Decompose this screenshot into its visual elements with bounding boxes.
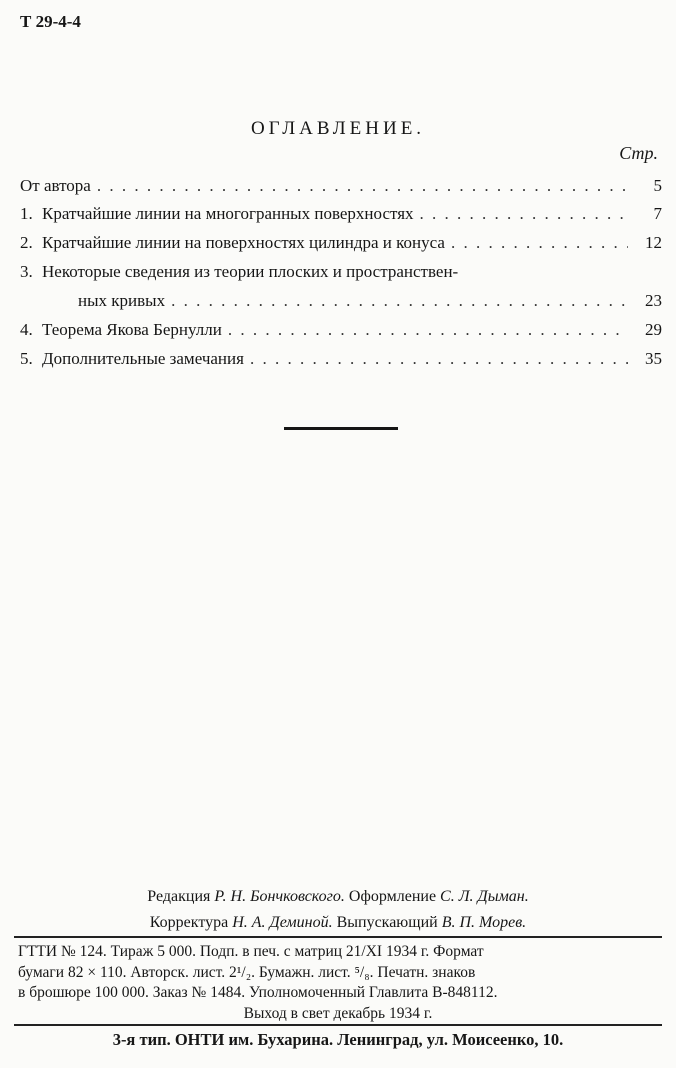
credits-block — [0, 884, 676, 936]
toc-leader-dots — [451, 228, 628, 257]
toc-entry-label-continued: ных кривых — [78, 291, 166, 310]
toc-entry-label: Дополнительные замечания — [42, 349, 244, 368]
imprint-rule-bottom — [14, 1024, 662, 1026]
imprint-line: ГТТИ № 124. Тираж 5 000. Подп. в печ. с матриц 21/XI 1934 г. Формат — [18, 943, 484, 960]
toc-leader-dots — [228, 315, 628, 344]
imprint-line: бумаги 82 × 110. Авторск. лист. 2¹/₂. Бумажн. лист. ⁵/₈. Печатн. знаков — [18, 963, 476, 981]
toc-entry-label: Кратчайшие линии на поверхностях цилиндра и конуса — [42, 233, 445, 252]
toc-entry-page: 23 — [645, 291, 662, 310]
imprint-line: в брошюре 100 000. Заказ № 1484. Уполномоченный Главлита В-848112. — [18, 984, 498, 1001]
toc-entry-number: 4. — [20, 320, 33, 339]
imprint-line: Выход в свет декабрь 1934 г. — [243, 1004, 433, 1022]
toc-entry-number: 3. — [20, 262, 33, 281]
credit-role: Корректура — [149, 914, 233, 931]
toc-leader-dots — [250, 344, 628, 373]
toc-entry-page: 29 — [645, 320, 662, 339]
credits-line-2 — [0, 910, 676, 936]
toc-entry-number: 1. — [20, 204, 33, 223]
toc-entry-4[interactable] — [20, 315, 662, 344]
toc-entry-number: 5. — [20, 349, 33, 368]
imprint-block — [18, 942, 658, 1024]
toc-entry-label: Некоторые сведения из теории плоских и пространствен- — [42, 262, 459, 281]
credit-name: Р. Н. Бончковского. — [214, 888, 345, 905]
toc-entry-page: 35 — [645, 349, 662, 368]
credit-role: Оформление — [344, 888, 441, 905]
toc-entry-3[interactable] — [20, 257, 662, 286]
toc-entry-3-continued[interactable] — [20, 286, 662, 315]
printer-line: 3-я тип. ОНТИ им. Бухарина. Ленинград, ул. Моисеенко, 10. — [112, 1030, 564, 1049]
credit-name: С. Л. Дыман. — [440, 888, 529, 905]
credit-role: Выпускающий — [332, 914, 442, 931]
toc-entry-label: Кратчайшие линии на многогранных поверхностях — [42, 204, 414, 223]
toc-entry-intro[interactable] — [20, 173, 662, 199]
toc-leader-dots — [97, 173, 628, 199]
catalog-code: Т 29-4-4 — [20, 12, 81, 31]
toc-entry-page: 5 — [653, 176, 662, 195]
page-column-label: Стр. — [619, 143, 658, 163]
page-title: ОГЛАВЛЕНИЕ. — [250, 118, 426, 139]
toc-leader-dots — [171, 286, 628, 315]
toc-leader-dots — [420, 199, 628, 228]
section-divider — [284, 427, 398, 430]
toc-entry-number: 2. — [20, 233, 33, 252]
credits-line-1 — [0, 884, 676, 910]
toc-entry-label: От автора — [20, 176, 91, 195]
toc-entry-page: 7 — [653, 204, 662, 223]
toc-entry-page: 12 — [645, 233, 662, 252]
table-of-contents — [20, 173, 662, 373]
credit-name: В. П. Морев. — [441, 914, 527, 931]
credit-name: Н. А. Деминой. — [232, 914, 333, 931]
toc-entry-2[interactable] — [20, 228, 662, 257]
imprint-rule-top — [14, 936, 662, 938]
toc-entry-label: Теорема Якова Бернулли — [42, 320, 222, 339]
toc-entry-5[interactable] — [20, 344, 662, 373]
toc-entry-1[interactable] — [20, 199, 662, 228]
credit-role: Редакция — [147, 888, 215, 905]
